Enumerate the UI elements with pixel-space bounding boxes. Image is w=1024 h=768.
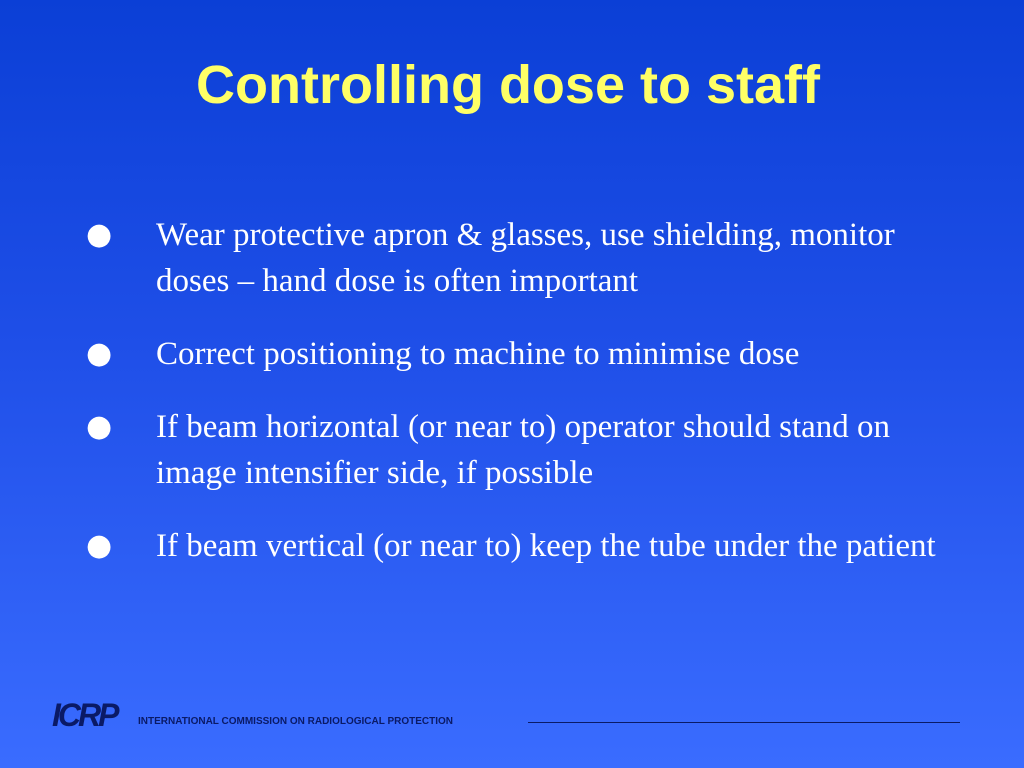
bullet-list [86,212,966,596]
bullet-icon: ● [86,409,113,444]
bullet-icon: ● [86,528,113,563]
bullet-text: Correct positioning to machine to minimise dose [156,336,800,372]
icrp-logo: ICRP [52,696,117,733]
bullet-text: If beam horizontal (or near to) operator should stand on image intensifier side, if possible [156,409,891,491]
bullet-text: Wear protective apron & glasses, use shielding, monitor doses – hand dose is often important [156,217,895,299]
bullet-text: If beam vertical (or near to) keep the tube under the patient [156,528,936,564]
bullet-icon: ● [86,336,113,371]
slide-footer [52,696,972,733]
bullet-item [86,331,966,377]
bullet-icon: ● [86,217,113,252]
slide-title: Controlling dose to staff [196,55,820,115]
bullet-item [86,212,966,304]
footer-divider [528,722,960,723]
bullet-item [86,523,966,569]
organization-name: INTERNATIONAL COMMISSION ON RADIOLOGICAL PROTECTION [138,716,453,727]
bullet-item [86,404,966,496]
